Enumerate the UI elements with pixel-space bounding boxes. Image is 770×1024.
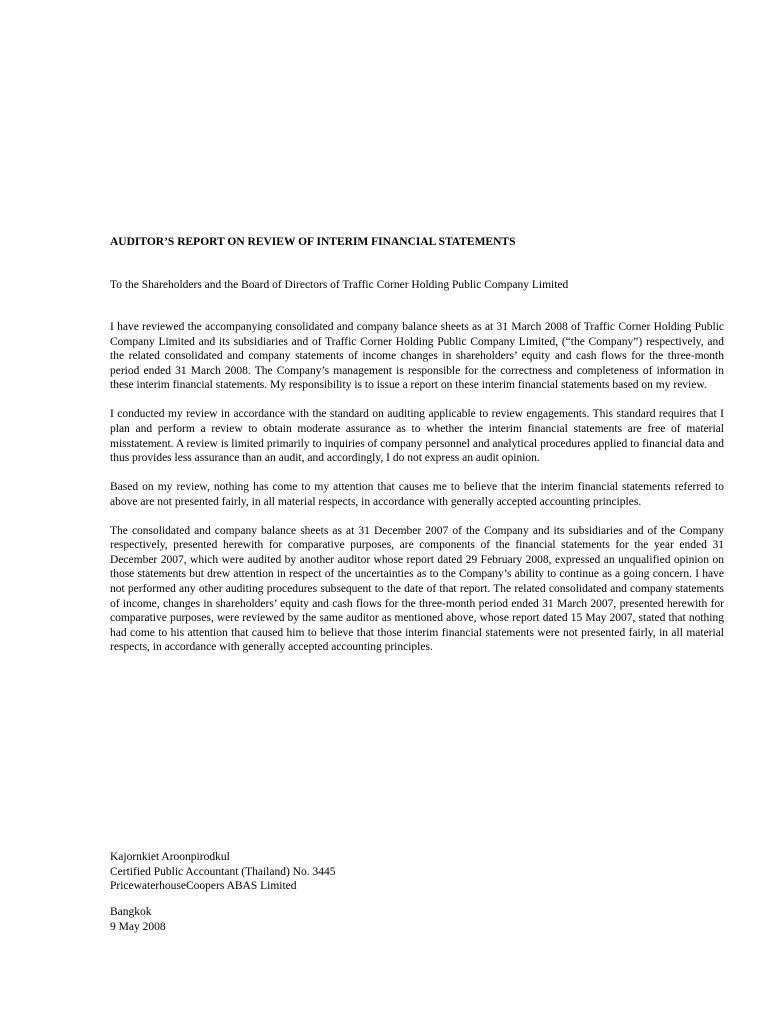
paragraph-review-scope: I have reviewed the accompanying consolidated and company balance sheets as at 31 March 2008 of Traffic Corner Holding Public Company Limited and its subsidiaries and of Traffic Corner Holding Public Company Limited, (“the Company”) respectively, and the related consolidated and company statements of income changes in shareholders’ equity and cash flows for the three-month period ended 31 March 2008. The Company’s management is responsible for the correctness and completeness of information in these interim financial statements. My responsibility is to issue a report on these interim financial statements based on my review. <box>110 321 724 392</box>
report-title: AUDITOR’S REPORT ON REVIEW OF INTERIM FINANCIAL STATEMENTS <box>110 236 516 248</box>
auditor-name: Kajornkiet Aroonpirodkul <box>110 851 230 863</box>
signature-block <box>110 850 335 894</box>
paragraph-review-standard: I conducted my review in accordance with the standard on auditing applicable to review engagements. This standard requires that I plan and perform a review to obtain moderate assurance as to whether the interim financial statements are free of material misstatement. A review is limited primarily to inquiries of company personnel and analytical procedures applied to financial data and thus provides less assurance than an audit, and accordingly, I do not express an audit opinion. <box>110 408 724 465</box>
auditor-certification: Certified Public Accountant (Thailand) No. 3445 <box>110 865 336 878</box>
paragraph-comparative-information: The consolidated and company balance sheets as at 31 December 2007 of the Company and its subsidiaries and of the Company respectively, presented herewith for comparative purposes, are components of the financial statements for the year ended 31 December 2007, which were audited by another auditor whose report dated 29 February 2008, expressed an unqualified opinion on those statements but drew attention in respect of the uncertainties as to the Company’s ability to continue as a going concern. I have not performed any other auditing procedures subsequent to the date of that report. The related consolidated and company statements of income, changes in shareholders’ equity and cash flows for the three-month period ended 31 March 2007, presented herewith for comparative purposes, were reviewed by the same auditor as mentioned above, whose report dated 15 May 2007, stated that nothing had come to his attention that caused him to believe that those interim financial statements were not presented fairly, in all material respects, in accordance with generally accepted accounting principles. <box>110 524 724 654</box>
report-place: Bangkok <box>110 906 152 918</box>
report-body <box>110 320 724 669</box>
report-date: 9 May 2008 <box>110 920 166 933</box>
place-and-date <box>110 905 166 934</box>
paragraph-conclusion: Based on my review, nothing has come to my attention that causes me to believe that the interim financial statements referred to above are not presented fairly, in all material respects, in accordance with generally accepted accounting principles. <box>110 481 724 508</box>
audit-firm: PricewaterhouseCoopers ABAS Limited <box>110 880 297 893</box>
report-addressee: To the Shareholders and the Board of Directors of Traffic Corner Holding Public Company Limited <box>110 279 569 291</box>
